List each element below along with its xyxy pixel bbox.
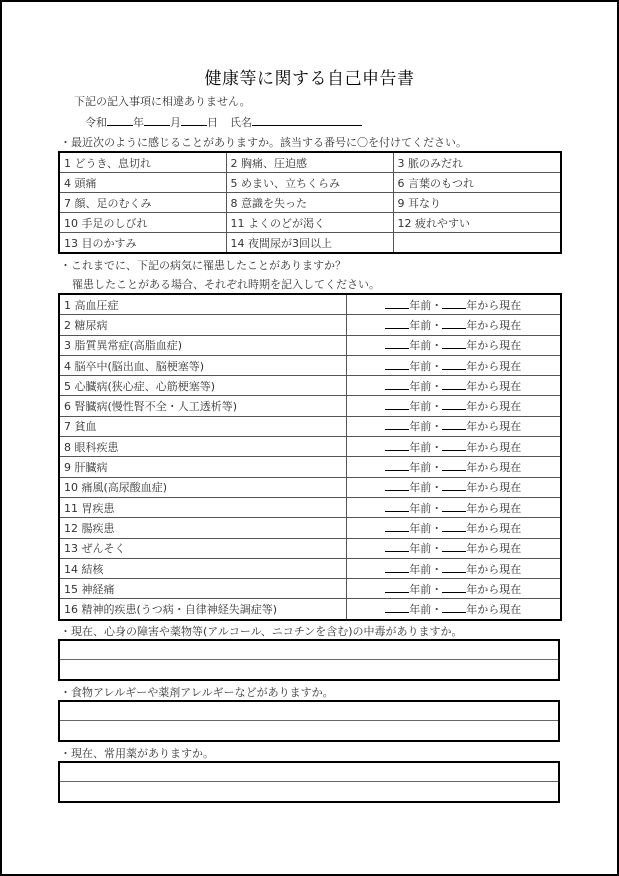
years-ago-field[interactable] [385,520,409,532]
question-allergy: ・食物アレルギーや薬剤アレルギーなどがありますか。 [60,686,334,699]
years-since-label: 年から現在 [466,298,522,312]
years-ago-field[interactable] [385,378,409,390]
years-ago-field[interactable] [385,398,409,410]
years-since-field[interactable] [442,439,466,451]
answer-line[interactable] [60,660,558,679]
years-since-label: 年から現在 [466,461,522,475]
symptom-item[interactable]: 4 頭痛 [59,173,226,193]
symptom-item[interactable]: 2 胸痛、圧迫感 [226,152,393,173]
years-since-field[interactable] [442,479,466,491]
disease-row [59,355,561,375]
year-label: 年 [133,116,144,129]
years-ago-label: 年前・ [409,562,443,576]
years-since-field[interactable] [442,337,466,349]
years-since-field[interactable] [442,378,466,390]
disease-row [59,396,561,416]
years-since-field[interactable] [442,358,466,370]
years-ago-field[interactable] [385,540,409,552]
years-since-field[interactable] [442,581,466,593]
years-since-label: 年から現在 [466,318,522,332]
years-since-label: 年から現在 [466,542,522,556]
years-ago-field[interactable] [385,561,409,573]
years-ago-label: 年前・ [409,542,443,556]
years-since-field[interactable] [442,317,466,329]
disease-period [346,396,561,416]
years-since-field[interactable] [442,520,466,532]
disease-row [59,558,561,578]
years-ago-field[interactable] [385,439,409,451]
disease-row [59,497,561,517]
years-since-label: 年から現在 [466,379,522,393]
answer-line[interactable] [60,641,558,660]
years-ago-label: 年前・ [409,461,443,475]
disease-row [59,437,561,457]
years-ago-field[interactable] [385,581,409,593]
answer-line[interactable] [60,721,558,740]
symptom-item[interactable]: 14 夜間尿が3回以上 [226,233,393,254]
disease-row [59,315,561,335]
name-field[interactable] [252,114,362,126]
symptom-row [59,213,561,233]
years-ago-label: 年前・ [409,481,443,495]
disease-name: 1 高血圧症 [59,294,346,315]
disease-period [346,558,561,578]
symptom-item[interactable]: 7 顔、足のむくみ [59,193,226,213]
symptom-item[interactable]: 8 意識を失った [226,193,393,213]
years-ago-label: 年前・ [409,420,443,434]
years-since-label: 年から現在 [466,562,522,576]
month-field[interactable] [144,114,170,126]
symptom-item[interactable]: 6 言葉のもつれ [393,173,561,193]
symptom-item[interactable] [393,233,561,254]
symptom-item[interactable]: 10 手足のしびれ [59,213,226,233]
symptom-row [59,233,561,254]
disease-name: 13 ぜんそく [59,538,346,558]
question-addiction: ・現在、心身の障害や薬物等(アルコール、ニコチンを含む)の中毒がありますか。 [60,625,463,638]
years-since-field[interactable] [442,500,466,512]
question-history-1: ・これまでに、下記の病気に罹患したことがありますか？ [60,259,346,272]
disease-row [59,579,561,599]
years-ago-field[interactable] [385,479,409,491]
years-ago-field[interactable] [385,459,409,471]
symptom-item[interactable]: 13 目のかすみ [59,233,226,254]
medication-answer-box[interactable] [58,761,560,803]
day-field[interactable] [181,114,207,126]
disease-name: 11 胃疾患 [59,497,346,517]
disease-row [59,416,561,436]
year-field[interactable] [107,114,133,126]
month-label: 月 [170,116,181,129]
years-ago-label: 年前・ [409,501,443,515]
disease-row [59,477,561,497]
allergy-answer-box[interactable] [58,700,560,742]
disease-period [346,518,561,538]
years-since-field[interactable] [442,540,466,552]
years-since-label: 年から現在 [466,501,522,515]
disease-row [59,376,561,396]
disease-name: 4 脳卒中(脳出血、脳梗塞等) [59,355,346,375]
symptom-item[interactable]: 9 耳なり [393,193,561,213]
years-ago-label: 年前・ [409,298,443,312]
disease-name: 14 結核 [59,558,346,578]
date-name-line [85,114,362,130]
years-since-field[interactable] [442,561,466,573]
years-since-label: 年から現在 [466,521,522,535]
years-ago-label: 年前・ [409,521,443,535]
era-label: 令和 [85,116,107,129]
disease-period [346,416,561,436]
disease-row [59,335,561,355]
disease-name: 6 腎臓病(慢性腎不全・人工透析等) [59,396,346,416]
disease-row [59,599,561,620]
name-label: 氏名 [230,116,252,129]
symptom-item[interactable]: 12 疲れやすい [393,213,561,233]
declaration-text: 下記の記入事項に相違ありません。 [74,95,251,108]
disease-row [59,294,561,315]
disease-period [346,294,561,315]
years-since-label: 年から現在 [466,481,522,495]
disease-period [346,376,561,396]
disease-row [59,538,561,558]
years-since-label: 年から現在 [466,359,522,373]
disease-name: 3 脂質異常症(高脂血症) [59,335,346,355]
years-ago-label: 年前・ [409,603,443,617]
years-since-label: 年から現在 [466,603,522,617]
years-ago-label: 年前・ [409,582,443,596]
years-ago-field[interactable] [385,297,409,309]
symptom-row [59,152,561,173]
years-since-field[interactable] [442,418,466,430]
years-since-field[interactable] [442,297,466,309]
years-ago-label: 年前・ [409,400,443,414]
disease-name: 16 精神的疾患(うつ病・自律神経失調症等) [59,599,346,620]
years-since-field[interactable] [442,601,466,613]
disease-period [346,315,561,335]
disease-name: 5 心臓病(狭心症、心筋梗塞等) [59,376,346,396]
disease-history-table [58,293,562,621]
disease-name: 15 神経痛 [59,579,346,599]
form-title: 健康等に関する自己申告書 [204,69,415,89]
years-since-field[interactable] [442,398,466,410]
years-since-label: 年から現在 [466,339,522,353]
symptom-item[interactable]: 5 めまい、立ちくらみ [226,173,393,193]
question-symptoms: ・最近次のように感じることがありますか。該当する番号に〇を付けてください。 [60,136,467,149]
disease-name: 10 痛風(高尿酸血症) [59,477,346,497]
disease-period [346,538,561,558]
disease-period [346,477,561,497]
years-since-label: 年から現在 [466,400,522,414]
disease-name: 9 肝臓病 [59,457,346,477]
years-ago-label: 年前・ [409,440,443,454]
disease-name: 8 眼科疾患 [59,437,346,457]
answer-line[interactable] [60,763,558,782]
disease-period [346,579,561,599]
disease-name: 12 腸疾患 [59,518,346,538]
symptom-item[interactable]: 3 脈のみだれ [393,152,561,173]
answer-line[interactable] [60,702,558,721]
years-ago-label: 年前・ [409,318,443,332]
years-ago-field[interactable] [385,601,409,613]
addiction-answer-box[interactable] [58,639,560,681]
years-ago-label: 年前・ [409,339,443,353]
disease-period [346,457,561,477]
years-ago-label: 年前・ [409,359,443,373]
years-ago-label: 年前・ [409,379,443,393]
disease-name: 7 貧血 [59,416,346,436]
symptom-item[interactable]: 1 どうき、息切れ [59,152,226,173]
years-since-label: 年から現在 [466,582,522,596]
years-since-label: 年から現在 [466,420,522,434]
disease-period [346,335,561,355]
symptom-item[interactable]: 11 よくのどが渇く [226,213,393,233]
years-ago-field[interactable] [385,337,409,349]
years-ago-field[interactable] [385,317,409,329]
day-label: 日 [207,116,218,129]
disease-period [346,355,561,375]
question-medication: ・現在、常用薬がありますか。 [60,747,214,760]
years-ago-field[interactable] [385,358,409,370]
disease-period [346,599,561,620]
disease-period [346,437,561,457]
question-history-2: 罹患したことがある場合、それぞれ時期を記入してください。 [72,278,380,291]
disease-row [59,457,561,477]
years-since-field[interactable] [442,459,466,471]
years-ago-field[interactable] [385,418,409,430]
years-ago-field[interactable] [385,500,409,512]
symptom-row [59,193,561,213]
years-since-label: 年から現在 [466,440,522,454]
disease-row [59,518,561,538]
disease-name: 2 糖尿病 [59,315,346,335]
symptom-row [59,173,561,193]
symptoms-table [58,151,562,254]
disease-period [346,497,561,517]
answer-line[interactable] [60,782,558,801]
